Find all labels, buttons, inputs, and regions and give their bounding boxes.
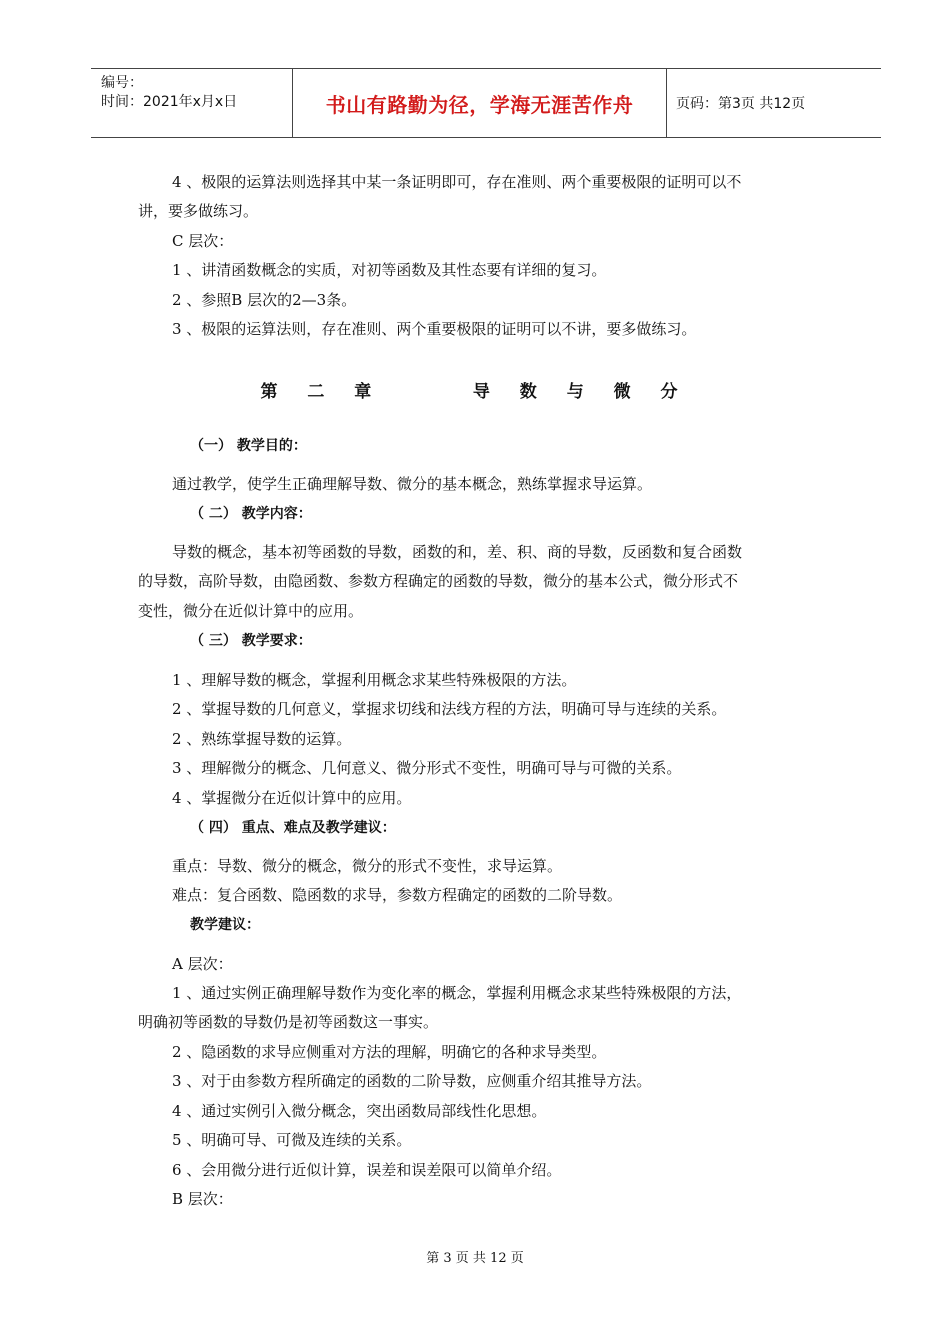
list-item: 2 、隐函数的求导应侧重对方法的理解，明确它的各种求导类型。 [172, 1043, 607, 1061]
paragraph-line: 通过教学，使学生正确理解导数、微分的基本概念，熟练掌握求导运算。 [172, 475, 653, 493]
list-item: 5 、明确可导、可微及连续的关系。 [172, 1131, 412, 1149]
list-item: 2 、掌握导数的几何意义，掌握求切线和法线方程的方法，明确可导与连续的关系。 [172, 700, 727, 718]
paragraph-line: 导数的概念，基本初等函数的导数，函数的和，差、积、商的导数，反函数和复合函数 [172, 543, 743, 561]
page-header [91, 68, 881, 138]
level-heading: B 层次： [172, 1190, 233, 1208]
motto: 书山有路勤为径，学海无涯苦作舟 [325, 92, 634, 117]
list-item: 1 、通过实例正确理解导数作为变化率的概念，掌握利用概念求某些特殊极限的方法， [172, 984, 742, 1002]
header-meta [91, 69, 292, 137]
list-item: 1 、讲清函数概念的实质，对初等函数及其性态要有详细的复习。 [172, 261, 607, 279]
paragraph-line: 讲，要多做练习。 [138, 202, 259, 220]
code-label: 编号： [101, 75, 143, 91]
list-item: 4 、掌握微分在近似计算中的应用。 [172, 789, 412, 807]
paragraph-line: 的导数，高阶导数，由隐函数、参数方程确定的函数的导数，微分的基本公式，微分形式不 [138, 572, 739, 590]
list-item: 3 、极限的运算法则，存在准则、两个重要极限的证明可以不讲，要多做练习。 [172, 320, 697, 338]
paragraph-line: 明确初等函数的导数仍是初等函数这一事实。 [138, 1013, 439, 1031]
section-heading: （ 三） 教学要求： [190, 633, 312, 649]
header-page-cell [666, 69, 881, 137]
list-item: 2 、熟练掌握导数的运算。 [172, 730, 352, 748]
list-item: 3 、对于由参数方程所确定的函数的二阶导数，应侧重介绍其推导方法。 [172, 1072, 652, 1090]
chapter-title: 第 二 章 导 数 与 微 分 [260, 382, 690, 402]
section-heading: （一） 教学目的： [190, 438, 307, 454]
level-heading: A 层次： [172, 955, 233, 973]
paragraph-line: 难点：复合函数、隐函数的求导，参数方程确定的函数的二阶导数。 [172, 886, 623, 904]
list-item: 4 、通过实例引入微分概念，突出函数局部线性化思想。 [172, 1102, 547, 1120]
section-heading: 教学建议： [190, 917, 260, 933]
page-footer: 第 3 页 共 12 页 [426, 1251, 524, 1266]
header-motto-cell [292, 69, 667, 137]
section-heading: （ 四） 重点、难点及教学建议： [190, 820, 396, 836]
level-heading: C 层次： [172, 232, 234, 250]
paragraph-line: 重点：导数、微分的概念，微分的形式不变性，求导运算。 [172, 857, 563, 875]
list-item: 2 、参照B 层次的2—3条。 [172, 291, 357, 309]
section-heading: （ 二） 教学内容： [190, 506, 312, 522]
paragraph-line: 4 、极限的运算法则选择其中某一条证明即可，存在准则、两个重要极限的证明可以不 [172, 173, 742, 191]
paragraph-line: 变性，微分在近似计算中的应用。 [138, 602, 364, 620]
time-label: 时间：2021年x月x日 [101, 94, 238, 110]
list-item: 3 、理解微分的概念、几何意义、微分形式不变性，明确可导与可微的关系。 [172, 759, 682, 777]
list-item: 6 、会用微分进行近似计算，误差和误差限可以简单介绍。 [172, 1161, 562, 1179]
list-item: 1 、理解导数的概念，掌握利用概念求某些特殊极限的方法。 [172, 671, 577, 689]
page-info: 页码：第3页 共12页 [676, 96, 806, 112]
